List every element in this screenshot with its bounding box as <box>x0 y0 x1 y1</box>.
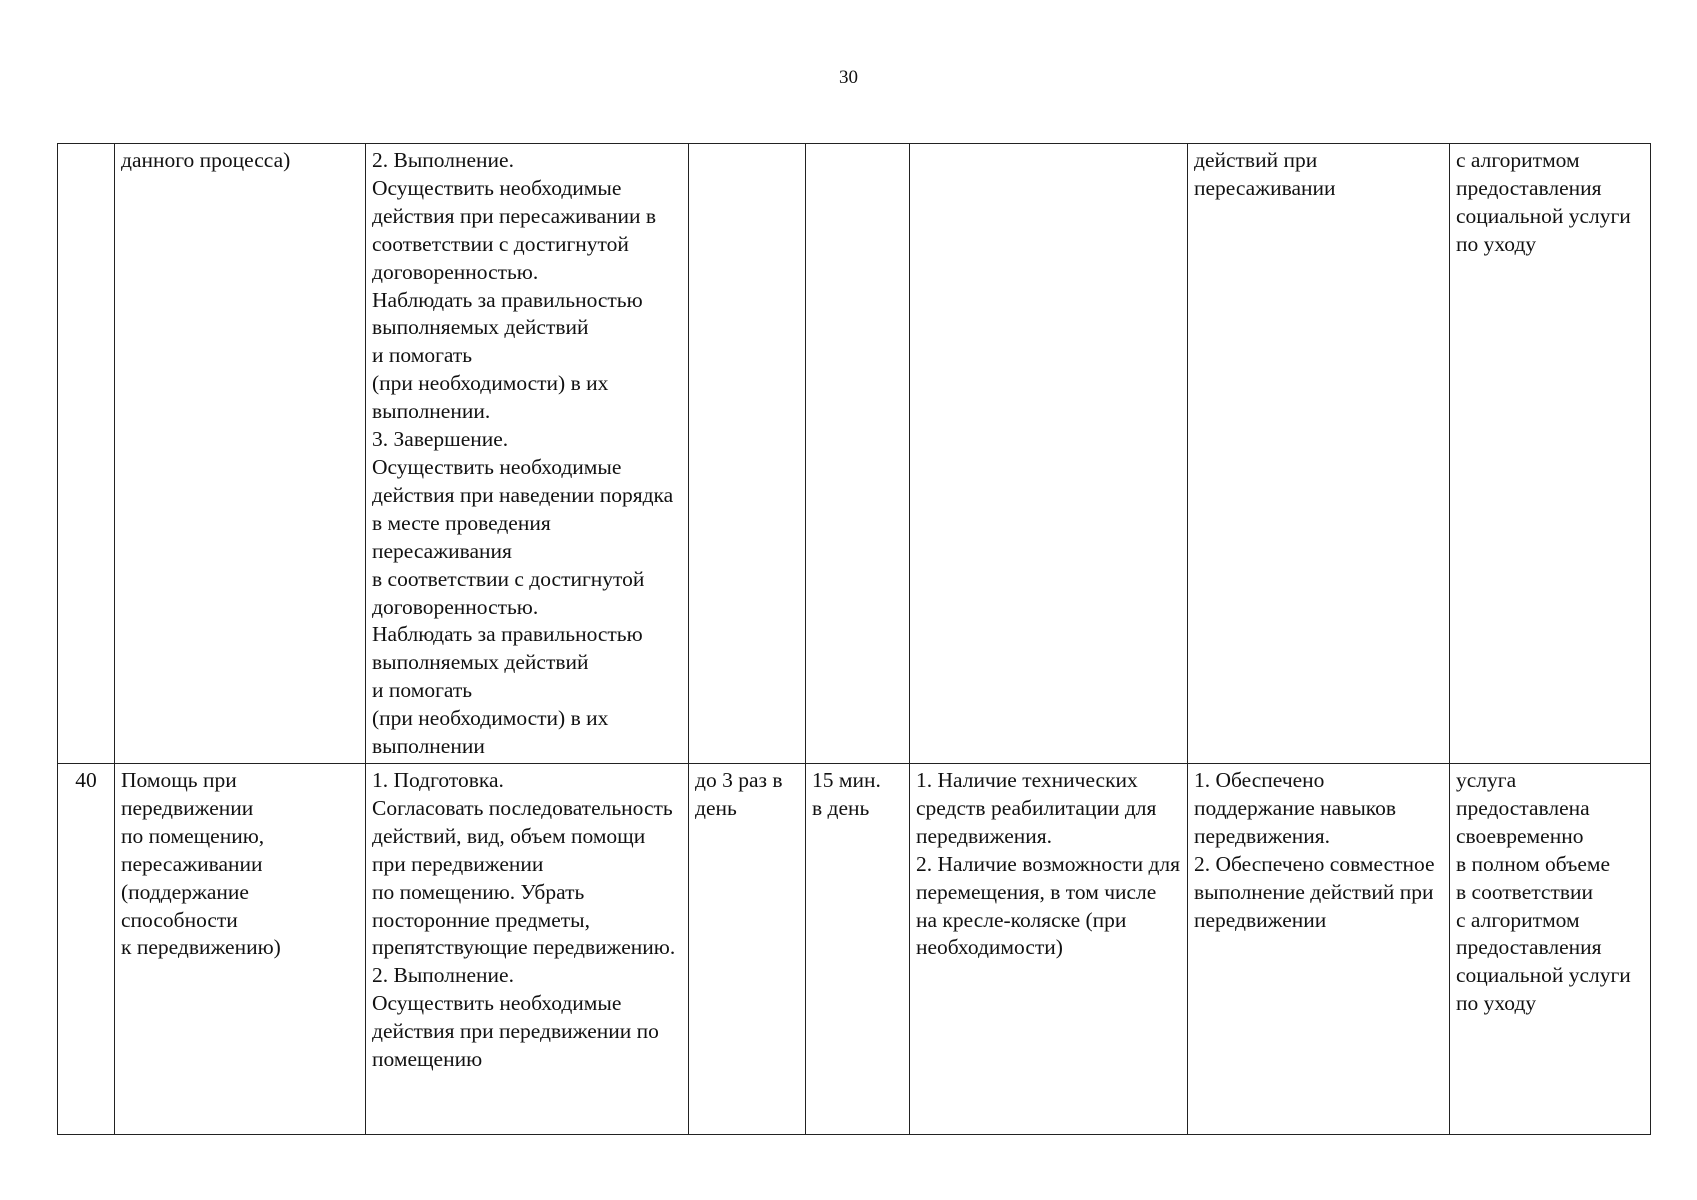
cell-conditions: 1. Наличие технических средств реабилитации для передвижения. 2. Наличие возможности для перемещения, в том числе на кресле-коляске (при необходимости) <box>910 764 1188 1135</box>
services-table <box>57 143 1651 1135</box>
cell-frequency: до 3 раз в день <box>689 764 806 1135</box>
cell-number: 40 <box>58 764 115 1135</box>
cell-duration <box>806 144 910 764</box>
cell-service-name: данного процесса) <box>115 144 366 764</box>
cell-algorithm: 2. Выполнение. Осуществить необходимые действия при пересаживании в соответствии с достигнутой договоренностью. Наблюдать за правильностью выполняемых действий и помогать (при необходимости) в их выполнении. 3. Завершение. Осуществить необходимые действия при наведении порядка в месте проведения пересаживания в соответствии с достигнутой договоренностью. Наблюдать за правильностью выполняемых действий и помогать (при необходимости) в их выполнении <box>366 144 689 764</box>
cell-number <box>58 144 115 764</box>
cell-conditions <box>910 144 1188 764</box>
page-number: 30 <box>839 67 858 88</box>
cell-algorithm: 1. Подготовка. Согласовать последовательность действий, вид, объем помощи при передвижении по помещению. Убрать посторонние предметы, препятствующие передвижению. 2. Выполнение. Осуществить необходимые действия при передвижении по помещению <box>366 764 689 1135</box>
cell-frequency <box>689 144 806 764</box>
cell-result: действий при пересаживании <box>1188 144 1450 764</box>
table-row <box>58 764 1651 1135</box>
cell-evaluation: услуга предоставлена своевременно в полном объеме в соответствии с алгоритмом предоставления социальной услуги по уходу <box>1450 764 1651 1135</box>
cell-result: 1. Обеспечено поддержание навыков передвижения. 2. Обеспечено совместное выполнение действий при передвижении <box>1188 764 1450 1135</box>
cell-service-name: Помощь при передвижении по помещению, пересаживании (поддержание способности к передвижению) <box>115 764 366 1135</box>
cell-duration: 15 мин. в день <box>806 764 910 1135</box>
table-row <box>58 144 1651 764</box>
cell-evaluation: с алгоритмом предоставления социальной услуги по уходу <box>1450 144 1651 764</box>
